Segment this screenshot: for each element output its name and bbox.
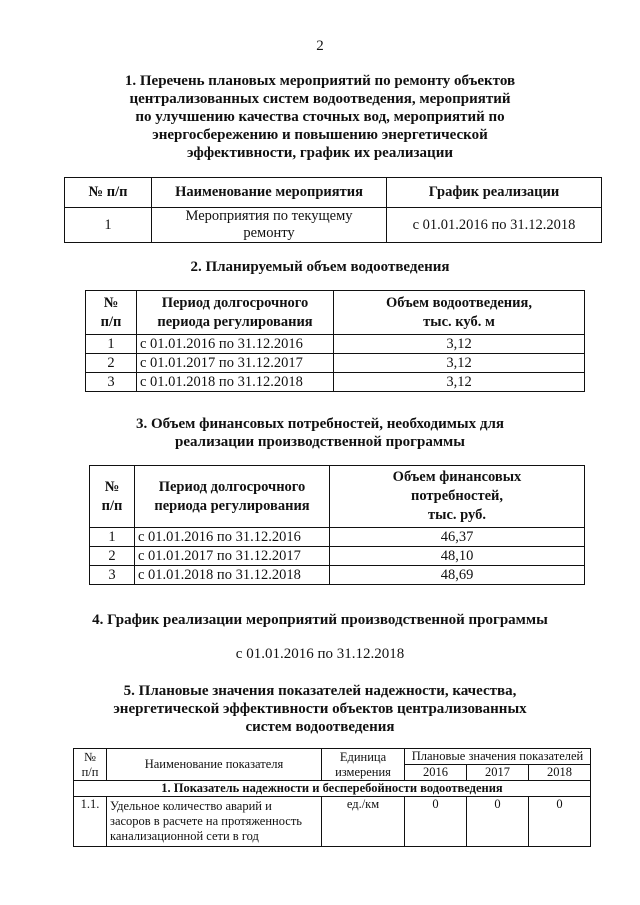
section5-title-line: 5. Плановые значения показателей надежности, качества, <box>123 683 517 699</box>
page-number: 2 <box>316 38 324 54</box>
section1-title-line: 1. Перечень плановых мероприятий по ремонту объектов <box>124 73 516 89</box>
table-header-row <box>74 749 591 765</box>
header-num <box>86 291 137 335</box>
header-line: Период долгосрочного <box>161 294 309 311</box>
row-period: с 01.01.2017 по 31.12.2017 <box>135 547 330 566</box>
header-line: периода регулирования <box>154 497 310 514</box>
header-line: п/п <box>81 764 99 779</box>
section1-title-line: централизованных систем водоотведения, мероприятий <box>129 91 511 107</box>
row-num: 1 <box>90 528 135 547</box>
section2-title: 2. Планируемый объем водоотведения <box>190 259 450 275</box>
section3-title <box>0 415 640 451</box>
row-value-2017: 0 <box>466 797 528 847</box>
activity-name-line: Мероприятия по текущему <box>185 208 353 224</box>
table-header-row <box>86 291 585 335</box>
row-value-2016: 0 <box>405 797 467 847</box>
row-indicator-name <box>107 797 322 847</box>
header-period <box>137 291 334 335</box>
header-line: потребностей, <box>410 488 504 504</box>
header-line: тыс. куб. м <box>423 313 495 330</box>
section5-title-line: энергетической эффективности объектов централизованных <box>113 701 527 717</box>
header-year-2017: 2017 <box>466 765 528 781</box>
header-line: Объем водоотведения, <box>386 294 532 311</box>
header-planned-values: Плановые значения показателей <box>405 749 591 765</box>
subsection-title: 1. Показатель надежности и бесперебойности водоотведения <box>74 781 591 797</box>
table-header-row <box>65 178 602 208</box>
section1-title-line: энергосбережению и повышению энергетической <box>152 127 488 143</box>
header-line: п/п <box>100 313 122 330</box>
table-row <box>86 335 585 354</box>
table-row <box>86 373 585 392</box>
header-line: № <box>104 478 120 495</box>
row-period: с 01.01.2016 по 31.12.2016 <box>135 528 330 547</box>
row-num: 2 <box>86 354 137 373</box>
finance-table <box>89 465 585 585</box>
row-value: 3,12 <box>334 354 585 373</box>
row-schedule: с 01.01.2016 по 31.12.2018 <box>387 208 602 243</box>
header-line: измерения <box>335 764 391 779</box>
section4-period: с 01.01.2016 по 31.12.2018 <box>235 646 405 662</box>
table-row <box>90 528 585 547</box>
header-unit <box>322 749 405 781</box>
row-unit: ед./км <box>322 797 405 847</box>
section1-title <box>0 72 640 162</box>
row-value: 46,37 <box>330 528 585 547</box>
header-num: № п/п <box>65 178 152 208</box>
header-line: периода регулирования <box>157 313 313 330</box>
table-row <box>74 797 591 847</box>
header-year-2018: 2018 <box>528 765 590 781</box>
row-value-2018: 0 <box>528 797 590 847</box>
header-line: № <box>84 749 96 764</box>
row-num: 3 <box>86 373 137 392</box>
volume-table <box>85 290 585 392</box>
section5-title-line: систем водоотведения <box>245 719 395 735</box>
indicators-table <box>73 748 591 847</box>
row-num: 2 <box>90 547 135 566</box>
header-line: п/п <box>101 497 123 514</box>
header-line: Объем финансовых <box>392 469 522 485</box>
header-indicator-name: Наименование показателя <box>107 749 322 781</box>
header-line: Единица <box>339 749 387 764</box>
table-section-row <box>74 781 591 797</box>
header-period <box>135 466 330 528</box>
header-activity-name: Наименование мероприятия <box>152 178 387 208</box>
row-period: с 01.01.2016 по 31.12.2016 <box>137 335 334 354</box>
header-volume <box>334 291 585 335</box>
table-row <box>86 354 585 373</box>
table-row <box>90 547 585 566</box>
row-value: 3,12 <box>334 373 585 392</box>
table-header-row <box>90 466 585 528</box>
section1-title-line: по улучшению качества сточных вод, мероприятий по <box>135 109 505 125</box>
header-line: Период долгосрочного <box>158 478 306 495</box>
indicator-name-line: засоров в расчете на протяженность <box>110 814 303 828</box>
row-period: с 01.01.2017 по 31.12.2017 <box>137 354 334 373</box>
row-activity-name <box>152 208 387 243</box>
section3-title-line: реализации производственной программы <box>175 434 465 450</box>
row-num: 1.1. <box>74 797 107 847</box>
header-line: тыс. руб. <box>428 507 486 523</box>
section1-title-line: эффективности, график их реализации <box>187 145 453 161</box>
row-num: 3 <box>90 566 135 585</box>
table-row <box>65 208 602 243</box>
indicator-name-line: канализационной сети в год <box>110 829 259 843</box>
header-num <box>90 466 135 528</box>
row-num: 1 <box>65 208 152 243</box>
row-num: 1 <box>86 335 137 354</box>
row-value: 48,69 <box>330 566 585 585</box>
row-value: 3,12 <box>334 335 585 354</box>
indicator-name-line: Удельное количество аварий и <box>110 799 272 813</box>
activity-name-line: ремонту <box>243 225 295 241</box>
header-amount <box>330 466 585 528</box>
row-period: с 01.01.2018 по 31.12.2018 <box>135 566 330 585</box>
section4-title: 4. График реализации мероприятий производственной программы <box>92 612 548 628</box>
section3-title-line: 3. Объем финансовых потребностей, необходимых для <box>135 416 505 432</box>
header-line: № <box>103 294 119 311</box>
table-row <box>90 566 585 585</box>
header-schedule: График реализации <box>387 178 602 208</box>
header-num <box>74 749 107 781</box>
activities-table <box>64 177 602 243</box>
row-value: 48,10 <box>330 547 585 566</box>
row-period: с 01.01.2018 по 31.12.2018 <box>137 373 334 392</box>
header-year-2016: 2016 <box>405 765 467 781</box>
section5-title <box>0 682 640 736</box>
